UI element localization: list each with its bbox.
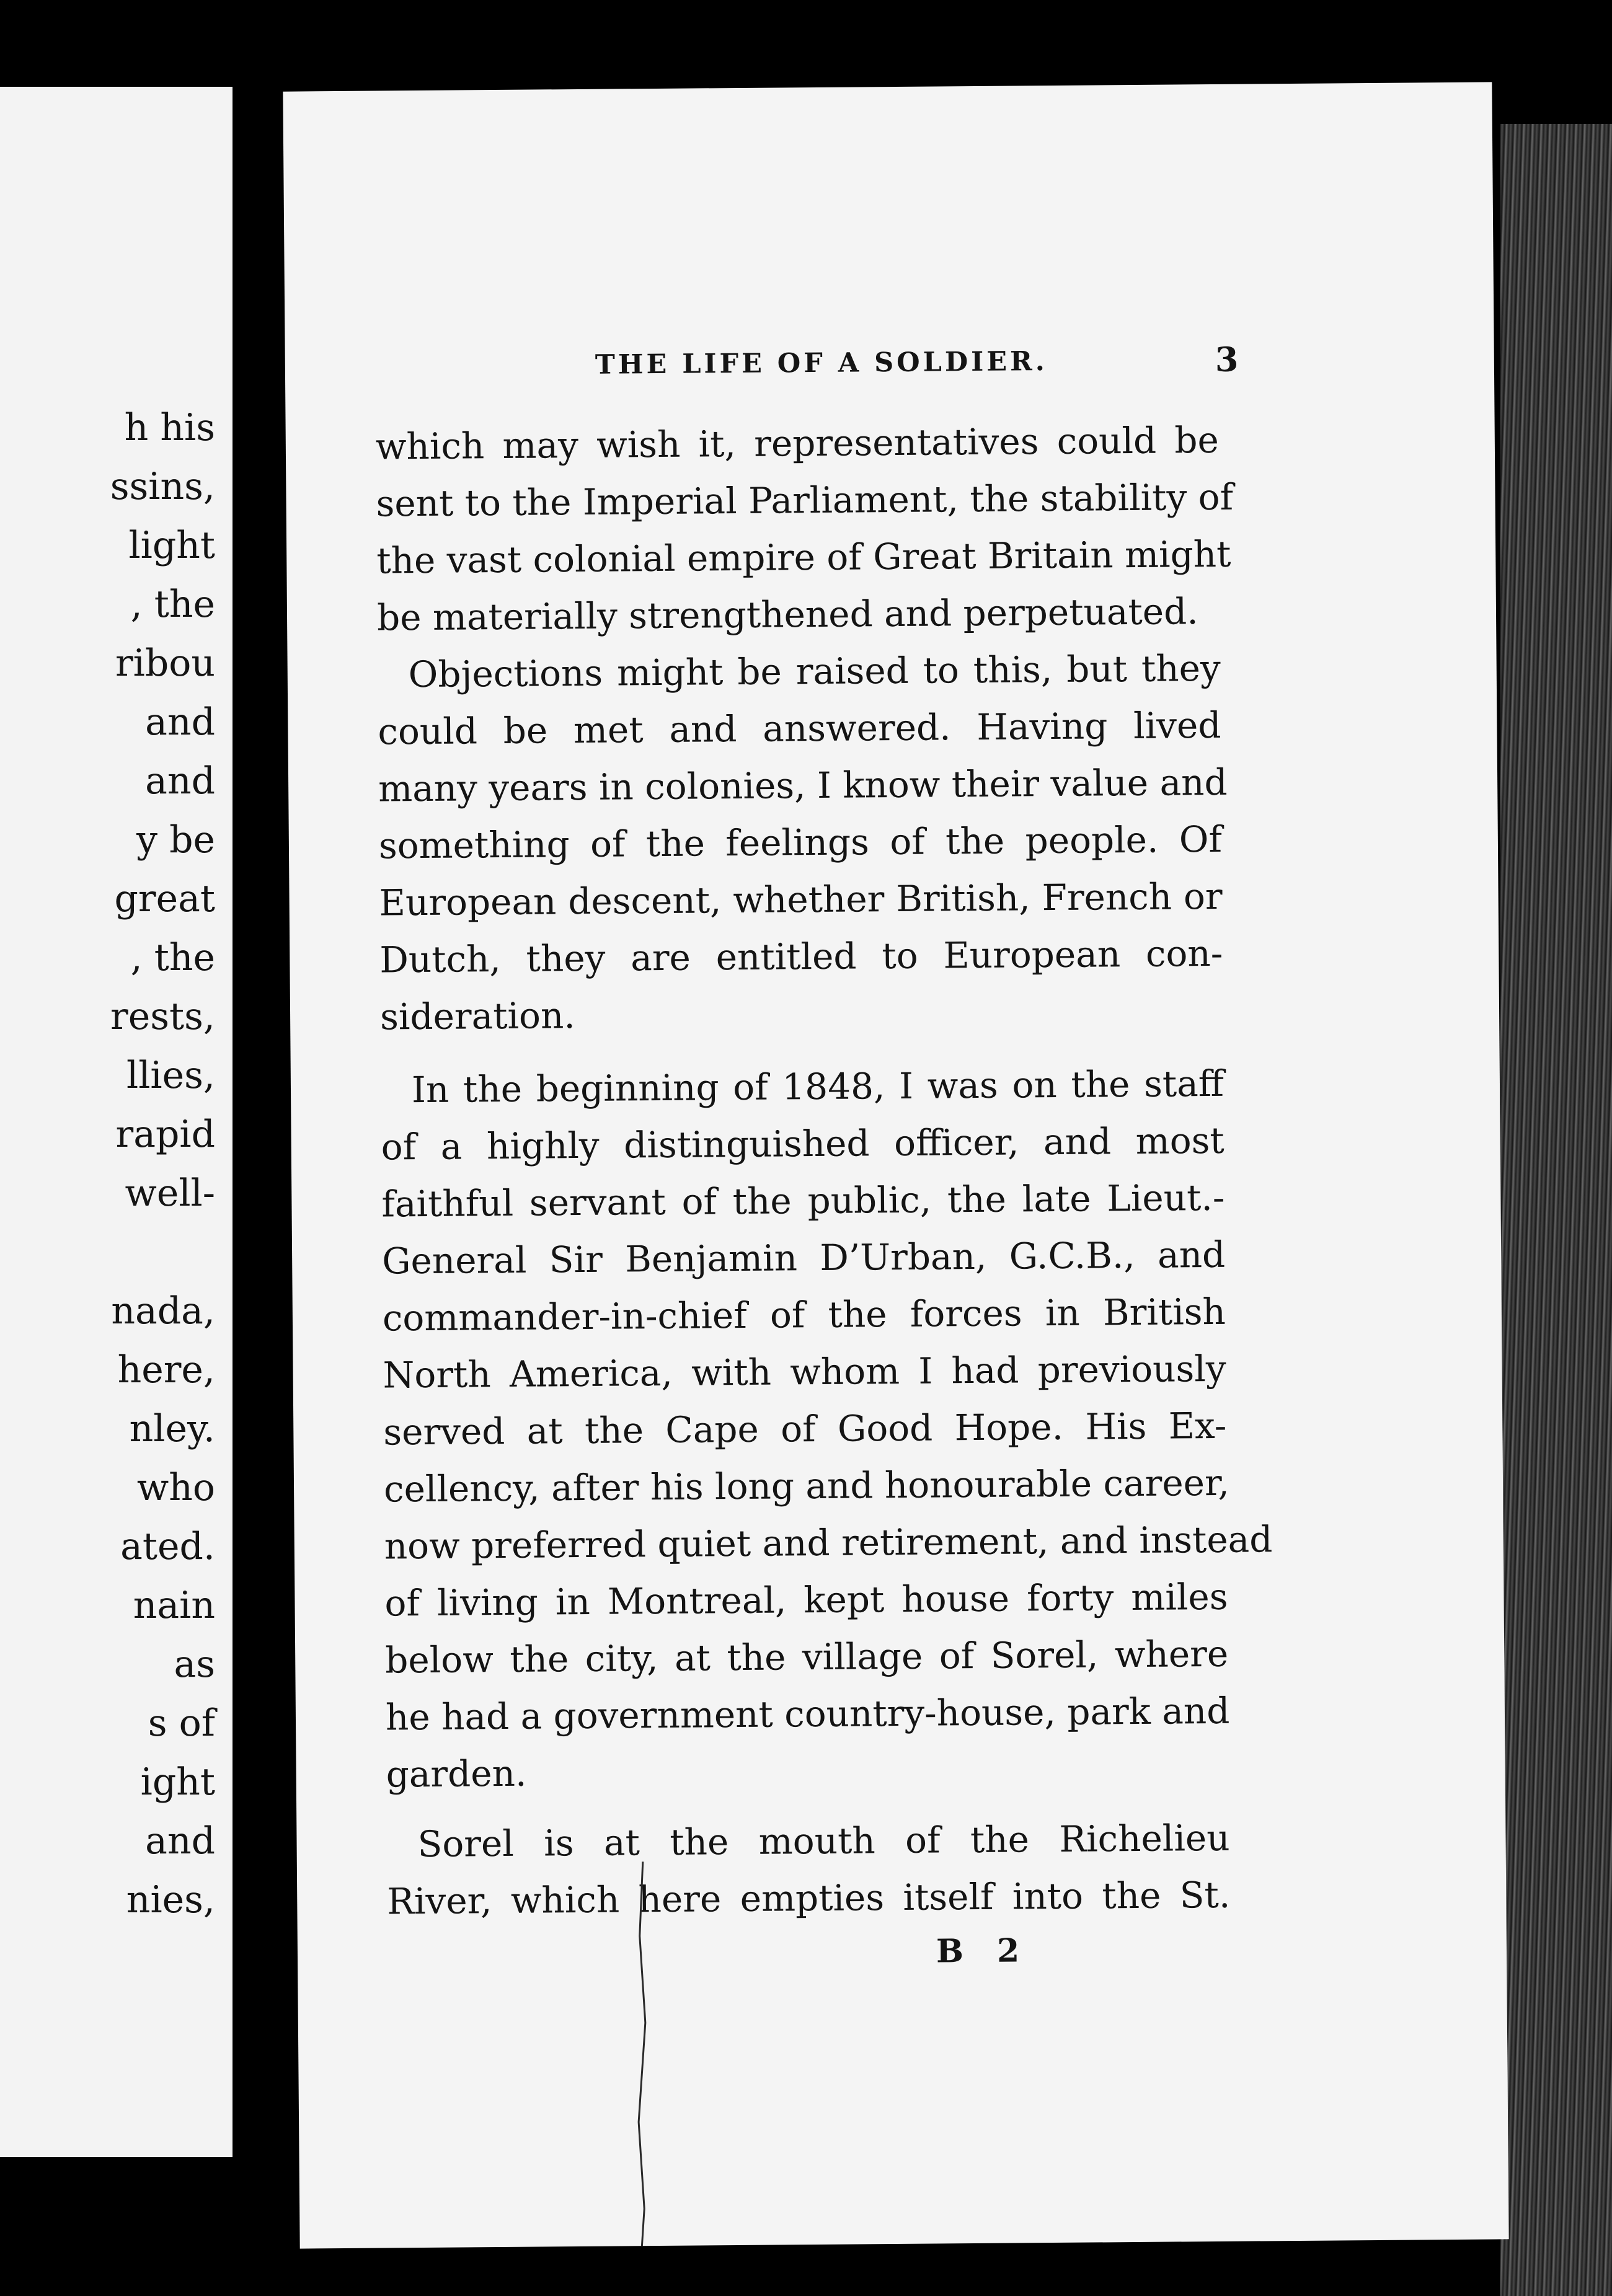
- body-text-line: many years in colonies, I know their value and: [378, 761, 1228, 810]
- previous-page-line: ated.: [120, 1525, 215, 1568]
- previous-page-line: , the: [130, 583, 215, 626]
- previous-page-line: as: [174, 1643, 215, 1686]
- body-text-line: Objections might be raised to this, but they: [408, 647, 1221, 696]
- body-text-line: faithful servant of the public, the late Lieut.-: [381, 1176, 1225, 1225]
- body-text-line: sent to the Imperial Parliament, the stability of: [376, 475, 1234, 525]
- page-number: 3: [1215, 339, 1239, 379]
- previous-page-line: ssins,: [110, 465, 215, 508]
- body-text-line: cellency, after his long and honourable career,: [383, 1461, 1230, 1511]
- previous-page-line: here,: [117, 1348, 215, 1392]
- body-text-line: which may wish it, representatives could be: [375, 418, 1220, 468]
- previous-page-line: nley.: [129, 1407, 215, 1450]
- body-text-line: In the beginning of 1848, I was on the staff: [411, 1062, 1224, 1111]
- running-head: THE LIFE OF A SOLDIER.: [595, 346, 1048, 381]
- current-page: [283, 82, 1508, 2248]
- body-text-line: garden.: [386, 1752, 527, 1796]
- body-text-line: could be met and answered. Having lived: [378, 704, 1221, 753]
- previous-page-line: and: [145, 1819, 215, 1863]
- previous-page-line: great: [114, 877, 215, 921]
- previous-page-line: , the: [130, 936, 215, 979]
- body-text-line: River, which here empties itself into the St.: [387, 1873, 1231, 1923]
- previous-page-line: s of: [148, 1702, 215, 1745]
- previous-page-line: h his: [124, 406, 215, 449]
- previous-page-line: y be: [136, 818, 215, 862]
- body-text-line: he had a government country-house, park and: [385, 1689, 1230, 1739]
- previous-page-line: light: [128, 524, 215, 567]
- body-text-line: European descent, whether British, French or: [379, 875, 1223, 924]
- body-text-line: something of the feelings of the people. Of: [378, 818, 1223, 867]
- previous-page-line: and: [145, 759, 215, 803]
- previous-page-line: and: [145, 700, 215, 744]
- body-text-line: Sorel is at the mouth of the Richelieu: [417, 1816, 1230, 1866]
- body-text-line: below the city, at the village of Sorel, where: [384, 1632, 1229, 1682]
- previous-page-line: nies,: [126, 1878, 215, 1922]
- body-text-line: General Sir Benjamin D’Urban, G.C.B., and: [381, 1233, 1226, 1283]
- previous-page-line: nada,: [111, 1289, 215, 1333]
- previous-page-line: nain: [133, 1584, 215, 1627]
- signature-mark: B 2: [936, 1932, 1031, 1971]
- previous-page-line: ight: [140, 1760, 215, 1804]
- body-text-line: now preferred quiet and retirement, and instead: [384, 1518, 1273, 1568]
- body-text-line: Dutch, they are entitled to European con-: [379, 932, 1223, 981]
- body-text-line: North America, with whom I had previously: [383, 1347, 1226, 1397]
- previous-page-line: well-: [125, 1172, 215, 1215]
- previous-page-line: who: [136, 1466, 215, 1509]
- previous-page: [0, 87, 232, 2157]
- previous-page-line: rests,: [110, 995, 215, 1038]
- body-text-line: of a highly distinguished officer, and most: [381, 1119, 1224, 1168]
- previous-page-line: rapid: [115, 1113, 215, 1156]
- body-text-line: the vast colonial empire of Great Britain might: [376, 532, 1231, 582]
- previous-page-line: ribou: [115, 642, 215, 685]
- body-text-line: sideration.: [379, 994, 575, 1038]
- body-text-line: be materially strengthened and perpetuated.: [376, 590, 1198, 639]
- body-text-line: of living in Montreal, kept house forty miles: [384, 1575, 1228, 1625]
- body-text-line: served at the Cape of Good Hope. His Ex-: [383, 1404, 1227, 1454]
- body-text-line: commander-in-chief of the forces in British: [382, 1290, 1226, 1340]
- book-fore-edge: [1500, 124, 1612, 2296]
- previous-page-line: llies,: [126, 1054, 215, 1097]
